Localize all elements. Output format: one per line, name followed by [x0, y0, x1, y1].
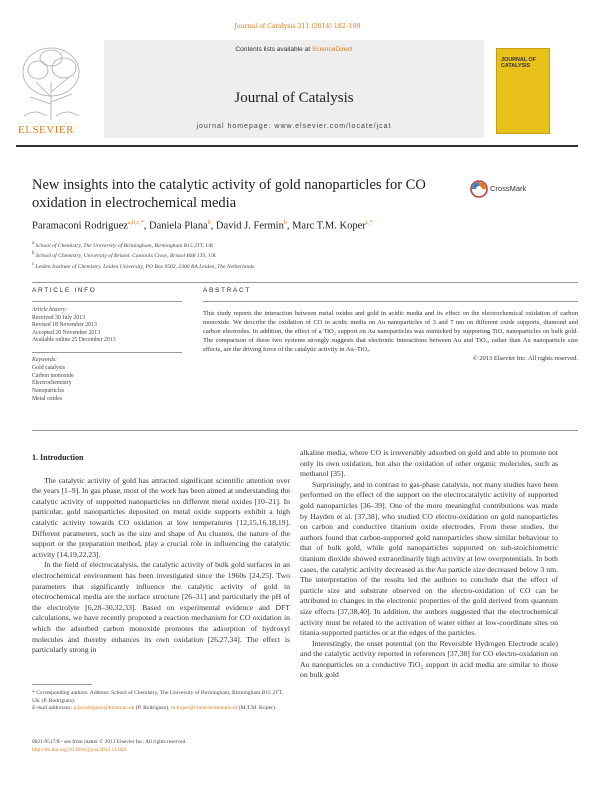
page-footer [32, 739, 290, 754]
affiliation-text: School of Chemistry, The University of Birmingham, Birmingham B15 2TT, UK [35, 242, 214, 249]
keyword: Metal oxides [32, 395, 63, 402]
paragraph: Interestingly, the onset potential (on the Reversible Hydrogen Electrode scale) and the catalytic activity reported in references [37,38] for CO electro-oxidation on Au nanoparticles on a conductive TiO₂ support in acid media are similar to those on bulk gold [300, 638, 558, 680]
sciencedirect-link[interactable]: ScienceDirect [311, 46, 353, 53]
email-owner: (P. Rodriguez), [135, 705, 170, 712]
affiliation-marker: a [32, 241, 35, 246]
journal-reference[interactable]: Journal of Catalysis 311 (2014) 182–189 [234, 23, 361, 30]
abstract-heading: ABSTRACT [203, 287, 251, 294]
abstract-body [203, 309, 578, 363]
keyword: Carbon monoxide [32, 372, 74, 379]
affiliation [32, 250, 572, 260]
body-divider [32, 430, 578, 431]
author-separator: , [143, 220, 150, 232]
body-column-left [32, 453, 290, 656]
doi-link[interactable]: http://dx.doi.org/10.1016/j.jcat.2013.11.020 [32, 746, 127, 753]
elsevier-tree-icon [16, 42, 86, 122]
affiliations [32, 240, 572, 271]
body-column-right [300, 448, 558, 681]
history-item: Revised 18 November 2013 [32, 322, 97, 329]
author-name: David J. Fermín [215, 220, 284, 232]
homepage-link[interactable]: www.elsevier.com/locate/jcat [274, 123, 392, 130]
paragraph: In the field of electrocatalysis, the catalytic activity of bulk gold surfaces in an electrochemical environment has been investigated since the 1960s [24,25]. Two parameters that significantly influence the catalytic activity of gold in electrochemical media are the surface structure [26–31] and particularly the pH of the electrolyte [6,28–30,32,33]. Based on experimental evidence and DFT calculations, we have recently proposed a reaction mechanism for CO oxidation in which the adsorbed carbon monoxide promotes the adsorption of hydroxyl molecules and thereby enhances its own oxidation [26,27,34]. The effect is particularly strong in [32, 560, 290, 655]
footnote-rule [32, 684, 92, 685]
abstract-copyright: © 2013 Elsevier Inc. All rights reserved. [472, 355, 578, 362]
contents-prefix: Contents lists available at [235, 46, 312, 53]
header-divider [16, 145, 578, 147]
section-heading: 1. Introduction [32, 453, 84, 462]
footnote-address: * Corresponding authors. Address: School of Chemistry, The University of Birmingham, Birmingham B15 2TT, UK (P. Rodriguez). [32, 690, 283, 704]
issn-line: 0021-9517/$ - see front matter © 2013 Elsevier Inc. All rights reserved. [32, 739, 187, 745]
homepage-prefix: journal homepage: [196, 123, 275, 130]
affiliation [32, 240, 572, 250]
cover-title-line2: CATALYSIS [501, 63, 531, 69]
cover-title [501, 57, 536, 69]
section-divider [32, 282, 578, 283]
paragraph: alkaline media, where CO is irreversibly adsorbed on gold and able to promote not only its own oxidation, but also the oxidation of other organic molecules, such as methanol [35]. [300, 448, 558, 479]
journal-title: Journal of Catalysis [234, 90, 354, 106]
contents-line [104, 46, 484, 53]
affiliation-text: School of Chemistry, University of Bristol, Cantocks Close, Bristol BS8 1TS, UK [35, 253, 217, 260]
cover-title-line1: JOURNAL OF [501, 57, 536, 63]
keyword: Electrochemistry [32, 380, 72, 387]
corresponding-author-footnote [32, 690, 290, 713]
abstract-rule [203, 301, 578, 302]
journal-cover[interactable] [496, 48, 550, 134]
author-name: Daniela Plana [149, 220, 208, 232]
affiliation-marker: c [32, 261, 35, 267]
masthead [104, 40, 484, 138]
email-link[interactable]: m.koper@chem.leidenuniv.nl [171, 705, 238, 712]
keyword: Gold catalysis [32, 364, 66, 371]
author-affiliation-marker[interactable]: a,b,c,* [127, 220, 144, 226]
paragraph: Surprisingly, and in contrast to gas-phase catalysis, not many studies have been performed on the effect of the support on the electrocatalytic activity of supported gold nanoparticles [36–39]. One of the more meaningful contributions was made by Hayden et al. [37,38], who studied CO electro-oxidation on gold nanoparticles on carbon and conductive titanium oxide electrodes. From these studies, the authors found that carbon-supported gold nanoparticles show similar behaviour to that of bulk gold, while gold nanoparticles supported on sub-stoichiometric titanium dioxide showed extraordinarily high activity at low overpotentials. In both cases, the catalytic activity decreased as the Au particle size decreased below 3 nm. The interpretation of the results led the authors to conclude that the effect of particle size and substrate observed on the electro-oxidation of CO can be attributed to changes in the electronic properties of the gold derived from quantum size effects [37,38,40]. In addition, the authors suggested that the electrochemical activity must be related to the activation of water either at low-coordinate sites on titania-supported particles or at the edges of the particles. [300, 479, 558, 638]
history-item: Received 30 July 2013 [32, 314, 85, 321]
history-label: Article history: [32, 307, 68, 313]
keywords [32, 357, 182, 404]
journal-homepage [104, 123, 484, 130]
author-separator: , [210, 220, 216, 232]
author-affiliation-marker[interactable]: c,* [365, 220, 373, 226]
author-affiliation-marker[interactable]: b [283, 220, 287, 226]
author-separator: , [286, 220, 293, 232]
crossmark-icon [470, 180, 488, 198]
keyword: Nanoparticles [32, 388, 65, 395]
affiliation [32, 261, 572, 271]
article-info-rule [32, 301, 182, 302]
affiliation-text: Leiden Institute of Chemistry, Leiden University, PO Box 9502, 2300 RA Leiden, The Netherlands [35, 263, 255, 270]
crossmark-button[interactable] [470, 180, 550, 198]
keywords-label: Keywords: [32, 357, 57, 363]
abstract-text: This study reports the interaction between metal oxides and gold in acidic media and its effect on the electrochemical oxidation of carbon monoxide. We describe the oxidation of CO in acidic media on Au nanoparticles of 3 and 7 nm on different oxide supports, diamond and carbon electrodes. In addition, the effect of a TiO₂ support on Au nanoparticles was mimicked by supporting TiOₓ nanoparticles on bulk gold. The comparison of these two systems strongly suggests that electronic interactions between Au and TiOₓ, rather than Au nanoparticle size effects, are the driving force of the catalytic activity in Au–TiOₓ. [203, 310, 578, 353]
author-affiliation-marker[interactable]: b [207, 220, 211, 226]
email-owner: (M.T.M. Koper). [238, 705, 277, 712]
article-history [32, 307, 182, 345]
footnote-emails [32, 705, 290, 713]
elsevier-logo[interactable] [16, 42, 86, 138]
history-item: Accepted 20 November 2013 [32, 329, 101, 336]
article-title: New insights into the catalytic activity of gold nanoparticles for CO oxidation in electrochemical media [32, 177, 426, 211]
author-name: Marc T.M. Koper [292, 220, 366, 232]
author-list [32, 220, 572, 232]
email-link[interactable]: p.b.rodriguez@bham.ac.uk [73, 705, 135, 712]
journal-header [16, 40, 578, 138]
keywords-rule [32, 352, 182, 353]
history-item: Available online 25 December 2013 [32, 337, 116, 344]
article-info-heading: ARTICLE INFO [32, 287, 97, 294]
crossmark-label: CrossMark [490, 184, 527, 193]
publisher-name: ELSEVIER [18, 124, 74, 136]
email-label: E-mail addresses: [32, 705, 73, 712]
paragraph: The catalytic activity of gold has attracted significant scientific attention over the years [1–9]. In gas phase, most of the work has been aimed at understanding the catalytic activity of supported nanoparticles on different metal oxides [10–21]. In particular, gold nanoparticles deposited on metal oxide supports exhibit a high catalytic activity towards CO oxidation at low temperatures [12,15,16,18,19]. Different parameters, such as the size and shape of Au clusters, the nature of the support or the preparation method, play a crucial role in influencing the catalytic activity [14,19,22,23]. [32, 475, 290, 559]
author-name: Paramaconi Rodriguez [32, 220, 128, 232]
affiliation-marker: b [32, 251, 35, 257]
